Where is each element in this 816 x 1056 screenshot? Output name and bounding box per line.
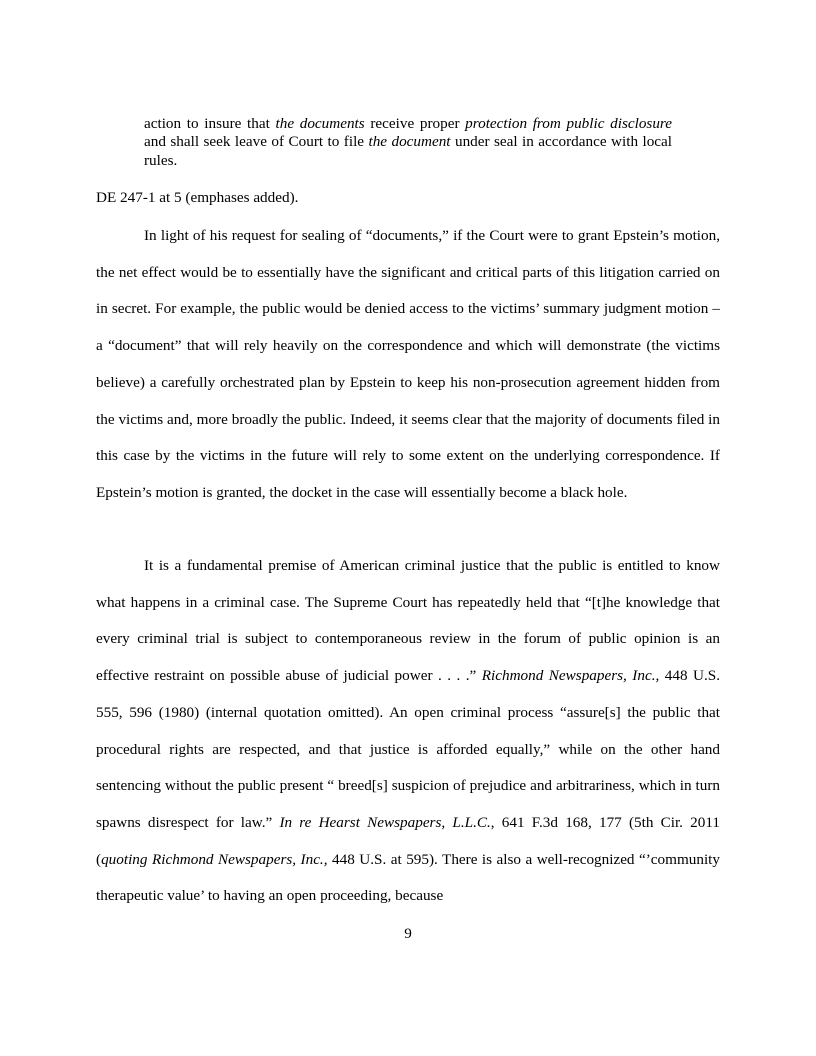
case-name-richmond: Richmond Newspapers, Inc., <box>481 667 660 685</box>
quoting-richmond: quoting Richmond Newspapers, Inc., <box>101 850 328 868</box>
quote-text-3: and shall seek leave of Court to file <box>144 133 369 151</box>
para2-text-1: It is a fundamental premise of American criminal justice that the public is entitled to know what happens in a criminal case. The Supreme Court has repeatedly held that “[t]he knowledge that every criminal trial is subject to contemporaneous review in the forum of public opinion is an effective restraint on possible abuse of judicial power . . . .” <box>96 557 720 685</box>
block-quote <box>144 115 672 170</box>
page-number: 9 <box>404 925 412 942</box>
paragraph-sealing <box>96 218 720 512</box>
para2-text-2: 448 U.S. 555, 596 (1980) (internal quotation omitted). An open criminal process “assure[s] the public that procedural rights are respected, and that justice is afforded equally,” while on the other hand sentencing without the public present “ breed[s] suspicion of prejudice and arbitrariness, which in turn spawns disrespect for law.” <box>96 667 721 831</box>
case-name-hearst: In re Hearst Newspapers, L.L.C. <box>279 813 491 831</box>
quote-text-2: receive proper <box>364 115 466 132</box>
quote-text-1: action to insure that <box>144 115 276 132</box>
quote-text-4: under seal in accordance with local rules. <box>144 133 672 169</box>
paragraph-public-access <box>96 548 720 915</box>
para2-text-4: 448 U.S. at 595). There is also a well-recognized “’community therapeutic value’ to having an open proceeding, because <box>96 850 720 905</box>
quote-emphasis-documents: the documents <box>275 115 365 132</box>
quote-citation: DE 247-1 at 5 (emphases added). <box>96 189 299 206</box>
para2-text-3: , 641 F.3d 168, 177 (5th Cir. 2011 ( <box>96 813 720 868</box>
paragraph-sealing-text: In light of his request for sealing of “documents,” if the Court were to grant Epstein’s motion, the net effect would be to essentially have the significant and critical parts of this litigation carried on in secret. For example, the public would be denied access to the victims’ summary judgment motion – a “document” that will rely heavily on the correspondence and which will demonstrate (the victims believe) a carefully orchestrated plan by Epstein to keep his non-prosecution agreement hidden from the victims and, more broadly the public. Indeed, it seems clear that the majority of documents filed in this case by the victims in the future will rely to some extent on the underlying correspondence. If Epstein’s motion is granted, the docket in the case will essentially become a black hole. <box>96 227 720 501</box>
quote-emphasis-protection: protection from public disclosure <box>465 115 672 132</box>
quote-emphasis-document: the document <box>368 133 451 151</box>
paragraph-public-access-text <box>96 548 720 915</box>
